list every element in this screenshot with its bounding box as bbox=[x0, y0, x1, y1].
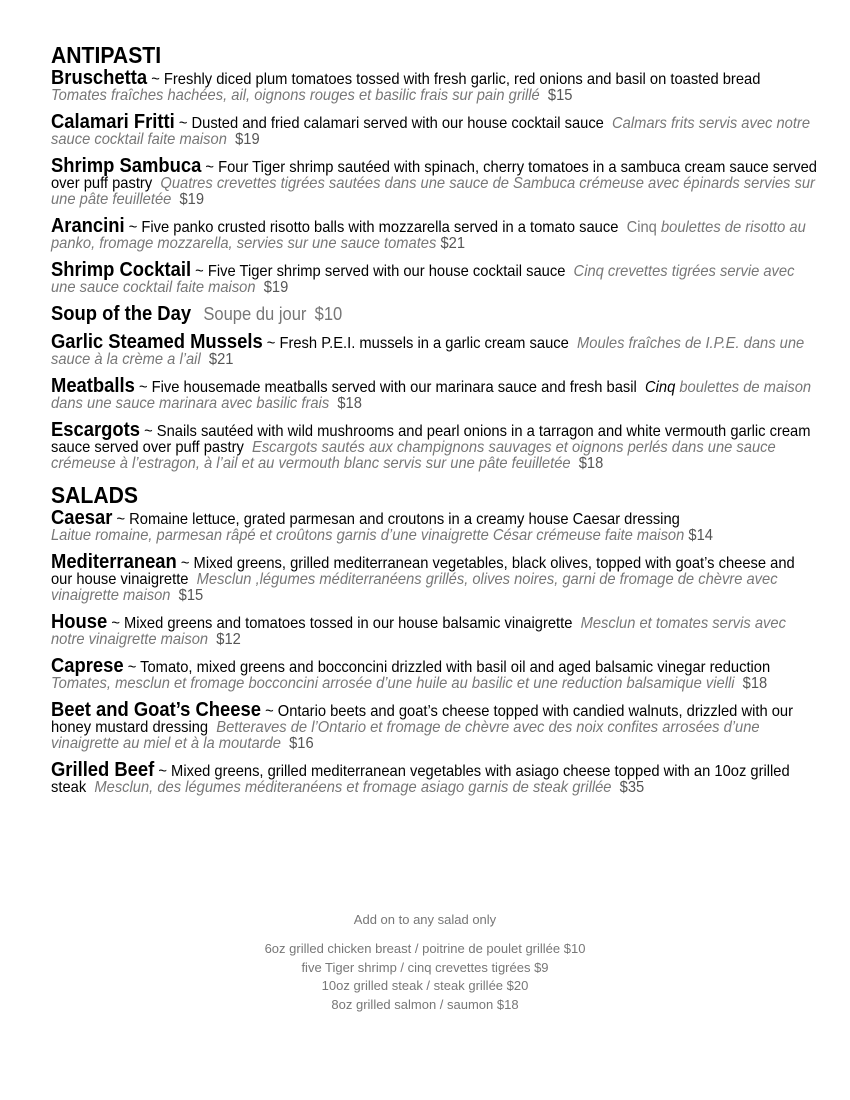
menu-item-shrimp-sambuca: Shrimp Sambuca ~ Four Tiger shrimp sautéed with spinach, cherry tomatoes in a sambuca cream sauce served over puff pastry Quatres crevettes tigrées sautées dans une sauce de Sambuca crémeuse avec épinards servies sur une pâte feuilletée $19 bbox=[51, 155, 817, 208]
menu-item-escargots: Escargots ~ Snails sautéed with wild mushrooms and pearl onions in a tarragon and white vermouth garlic cream sauce served over puff pastry Escargots sautés aux champignons sauvages et oignons perlés dans une sauce crémeuse à l’estragon, à l’ail et au vermouth blanc servis sur une pâte feuilletée $18 bbox=[51, 419, 811, 472]
item-description: Tomato, mixed greens and bocconcini drizzled with basil oil and aged balsamic vinegar reduction bbox=[140, 659, 771, 676]
menu-item-house: House ~ Mixed greens and tomatoes tossed in our house balsamic vinaigrette Mesclun et tomates servis avec notre vinaigrette maison $12 bbox=[51, 611, 786, 648]
item-price: $16 bbox=[289, 735, 314, 752]
item-description: Mixed greens and tomatoes tossed in our house balsamic vinaigrette bbox=[124, 615, 573, 632]
antipasti-heading: ANTIPASTI bbox=[51, 42, 162, 68]
menu-item-meatballs: Meatballs ~ Five housemade meatballs served with our marinara sauce and fresh basil Cinq boulettes de maison dans une sauce marinara avec basilic frais $18 bbox=[51, 375, 812, 412]
item-name: Beet and Goat’s Cheese bbox=[51, 699, 261, 721]
item-description-fr: Mesclun, des légumes méditeranéens et fromage asiago garnis de steak grillée bbox=[94, 779, 612, 796]
item-description: Five housemade meatballs served with our marinara sauce and fresh basil bbox=[151, 379, 637, 396]
item-description: Mixed greens, grilled mediterranean vegetables with asiago cheese topped with an 10oz grilled steak bbox=[51, 763, 790, 796]
item-description-fr: Laitue romaine, parmesan râpé et croûtons garnis d’une vinaigrette César crémeuse faite maison bbox=[51, 527, 685, 544]
item-description: Four Tiger shrimp sautéed with spinach, cherry tomatoes in a sambuca cream sauce served over puff pastry bbox=[51, 159, 817, 192]
menu-item-soup-of-the-day bbox=[51, 303, 819, 325]
item-name: Bruschetta bbox=[51, 67, 148, 89]
item-price: $14 bbox=[688, 527, 713, 544]
item-price: $15 bbox=[178, 587, 204, 604]
item-price: $21 bbox=[208, 351, 234, 368]
item-price: $19 bbox=[235, 131, 260, 148]
item-price: $19 bbox=[263, 279, 289, 296]
addon-line: 10oz grilled steak / steak grillée $20 bbox=[321, 978, 529, 993]
item-description-fr: Cinq crevettes tigrées servie avec une sauce cocktail faite maison bbox=[51, 263, 795, 296]
item-price: $35 bbox=[619, 779, 645, 796]
item-name: Calamari Fritti bbox=[51, 111, 175, 133]
item-name: Caesar bbox=[51, 507, 113, 529]
item-name: Shrimp Cocktail bbox=[51, 259, 192, 281]
item-price: $21 bbox=[440, 235, 466, 252]
item-description: Five Tiger shrimp served with our house cocktail sauce bbox=[207, 263, 566, 280]
addons-list bbox=[0, 940, 850, 1014]
menu-item-arancini: Arancini ~ Five panko crusted risotto balls with mozzarella served in a tomato sauce Cinq boulettes de risotto au panko, fromage mozzarella, servies sur une sauce tomates $21 bbox=[51, 215, 806, 252]
item-price: $10 bbox=[314, 304, 343, 324]
item-description-fr: Mesclun et tomates servis avec notre vinaigrette maison bbox=[51, 615, 786, 648]
item-name: Escargots bbox=[51, 419, 140, 441]
item-description: Snails sautéed with wild mushrooms and pearl onions in a tarragon and white vermouth garlic cream sauce served over puff pastry bbox=[51, 423, 811, 456]
item-price: $15 bbox=[547, 87, 573, 104]
item-description-fr: Calmars frits servis avec notre sauce cocktail faite maison bbox=[51, 115, 811, 148]
item-description: Romaine lettuce, grated parmesan and croutons in a creamy house Caesar dressing bbox=[129, 511, 680, 528]
item-name: Shrimp Sambuca bbox=[51, 155, 202, 177]
salads-heading: SALADS bbox=[51, 482, 138, 508]
item-description-fr: Soupe du jour bbox=[203, 304, 307, 324]
addons-heading: Add on to any salad only bbox=[353, 912, 497, 927]
item-name: Caprese bbox=[51, 655, 124, 677]
addon-line: 6oz grilled chicken breast / poitrine de poulet grillée $10 bbox=[264, 941, 586, 956]
item-description: Ontario beets and goat’s cheese topped with candied walnuts, drizzled with our honey mustard dressing bbox=[51, 703, 793, 736]
item-price: $12 bbox=[216, 631, 241, 648]
item-name: Garlic Steamed Mussels bbox=[51, 331, 263, 353]
item-name: Meatballs bbox=[51, 375, 135, 397]
menu-item-grilled-beef: Grilled Beef ~ Mixed greens, grilled mediterranean vegetables with asiago cheese topped with an 10oz grilled steak Mesclun, des légumes méditeranéens et fromage asiago garnis de steak grillée $35 bbox=[51, 759, 790, 796]
item-description-fr-lead: Cinq bbox=[645, 379, 676, 396]
item-price: $18 bbox=[742, 675, 768, 692]
item-price: $18 bbox=[337, 395, 362, 412]
menu-page bbox=[51, 42, 819, 806]
menu-item-garlic-steamed-mussels: Garlic Steamed Mussels ~ Fresh P.E.I. mussels in a garlic cream sauce Moules fraîches de I.P.E. dans une sauce à la crème a l’ail $21 bbox=[51, 331, 805, 368]
item-description-fr: boulettes de risotto au panko, fromage mozzarella, servies sur une sauce tomates bbox=[51, 219, 806, 252]
item-description-fr: Mesclun ,légumes méditerranéens grillés, olives noires, garni de fromage de chèvre avec vinaigrette maison bbox=[51, 571, 778, 604]
item-description-fr-lead: Cinq bbox=[626, 219, 657, 236]
menu-item-caesar: Caesar ~ Romaine lettuce, grated parmesan and croutons in a creamy house Caesar dressing Laitue romaine, parmesan râpé et croûtons garnis d’une vinaigrette César crémeuse faite maison $14 bbox=[51, 507, 713, 544]
menu-item-calamari-fritti: Calamari Fritti ~ Dusted and fried calamari served with our house cocktail sauce Calmars frits servis avec notre sauce cocktail faite maison $19 bbox=[51, 111, 811, 148]
menu-item-mediterranean: Mediterranean ~ Mixed greens, grilled mediterranean vegetables, black olives, topped with goat’s cheese and our house vinaigrette Mesclun ,légumes méditerranéens grillés, olives noires, garni de fromage de chèvre avec vinaigrette maison $15 bbox=[51, 551, 795, 604]
item-description: Freshly diced plum tomatoes tossed with fresh garlic, red onions and basil on toasted bread bbox=[163, 71, 761, 88]
item-description: Dusted and fried calamari served with our house cocktail sauce bbox=[191, 115, 604, 132]
item-description-fr: Tomates fraîches hachées, ail, oignons rouges et basilic frais sur pain grillé bbox=[51, 87, 540, 104]
item-name: Soup of the Day bbox=[51, 303, 192, 325]
item-description-fr: boulettes de maison dans une sauce marinara avec basilic frais bbox=[51, 379, 812, 412]
item-name: Grilled Beef bbox=[51, 759, 155, 781]
item-name: Arancini bbox=[51, 215, 125, 237]
item-description: Fresh P.E.I. mussels in a garlic cream sauce bbox=[279, 335, 569, 352]
item-description-fr: Escargots sautés aux champignons sauvages et oignons perlés dans une sauce crémeuse à l’estragon, à l’ail et au vermouth blanc servis sur une pâte feuilletée bbox=[51, 439, 776, 472]
item-name: Mediterranean bbox=[51, 551, 177, 573]
item-description: Mixed greens, grilled mediterranean vegetables, black olives, topped with goat’s cheese and our house vinaigrette bbox=[51, 555, 795, 588]
item-description-fr: Betteraves de l’Ontario et fromage de chèvre avec des noix confites arrosées d’une vinaigrette au miel et à la moutarde bbox=[51, 719, 760, 752]
menu-item-beet-and-goats-cheese: Beet and Goat’s Cheese ~ Ontario beets and goat’s cheese topped with candied walnuts, drizzled with our honey mustard dressing Betteraves de l’Ontario et fromage de chèvre avec des noix confites arrosées d’une vinaigrette au miel et à la moutarde $16 bbox=[51, 699, 793, 752]
item-name: House bbox=[51, 611, 108, 633]
item-description-fr: Moules fraîches de I.P.E. dans une sauce à la crème a l’ail bbox=[51, 335, 805, 368]
addon-line: five Tiger shrimp / cinq crevettes tigrées $9 bbox=[301, 959, 549, 975]
item-description: Five panko crusted risotto balls with mozzarella served in a tomato sauce bbox=[141, 219, 619, 236]
item-price: $18 bbox=[578, 455, 604, 472]
menu-item-bruschetta: Bruschetta ~ Freshly diced plum tomatoes tossed with fresh garlic, red onions and basil on toasted bread Tomates fraîches hachées, ail, oignons rouges et basilic frais sur pain grillé $15 bbox=[51, 67, 761, 104]
item-description-fr: Tomates, mesclun et fromage bocconcini arrosée d’une huile au basilic et une reduction balsamique vielli bbox=[51, 675, 735, 692]
addon-line: 8oz grilled salmon / saumon $18 bbox=[331, 996, 519, 1012]
menu-item-shrimp-cocktail: Shrimp Cocktail ~ Five Tiger shrimp served with our house cocktail sauce Cinq crevettes tigrées servie avec une sauce cocktail faite maison $19 bbox=[51, 259, 795, 296]
item-description-fr: Quatres crevettes tigrées sautées dans une sauce de Sambuca crémeuse avec épinards servies sur une pâte feuilletée bbox=[51, 175, 815, 208]
menu-item-caprese: Caprese ~ Tomato, mixed greens and bocconcini drizzled with basil oil and aged balsamic vinegar reduction Tomates, mesclun et fromage bocconcini arrosée d’une huile au basilic et une reduction balsamique vielli $18 bbox=[51, 655, 771, 692]
item-price: $19 bbox=[179, 191, 205, 208]
